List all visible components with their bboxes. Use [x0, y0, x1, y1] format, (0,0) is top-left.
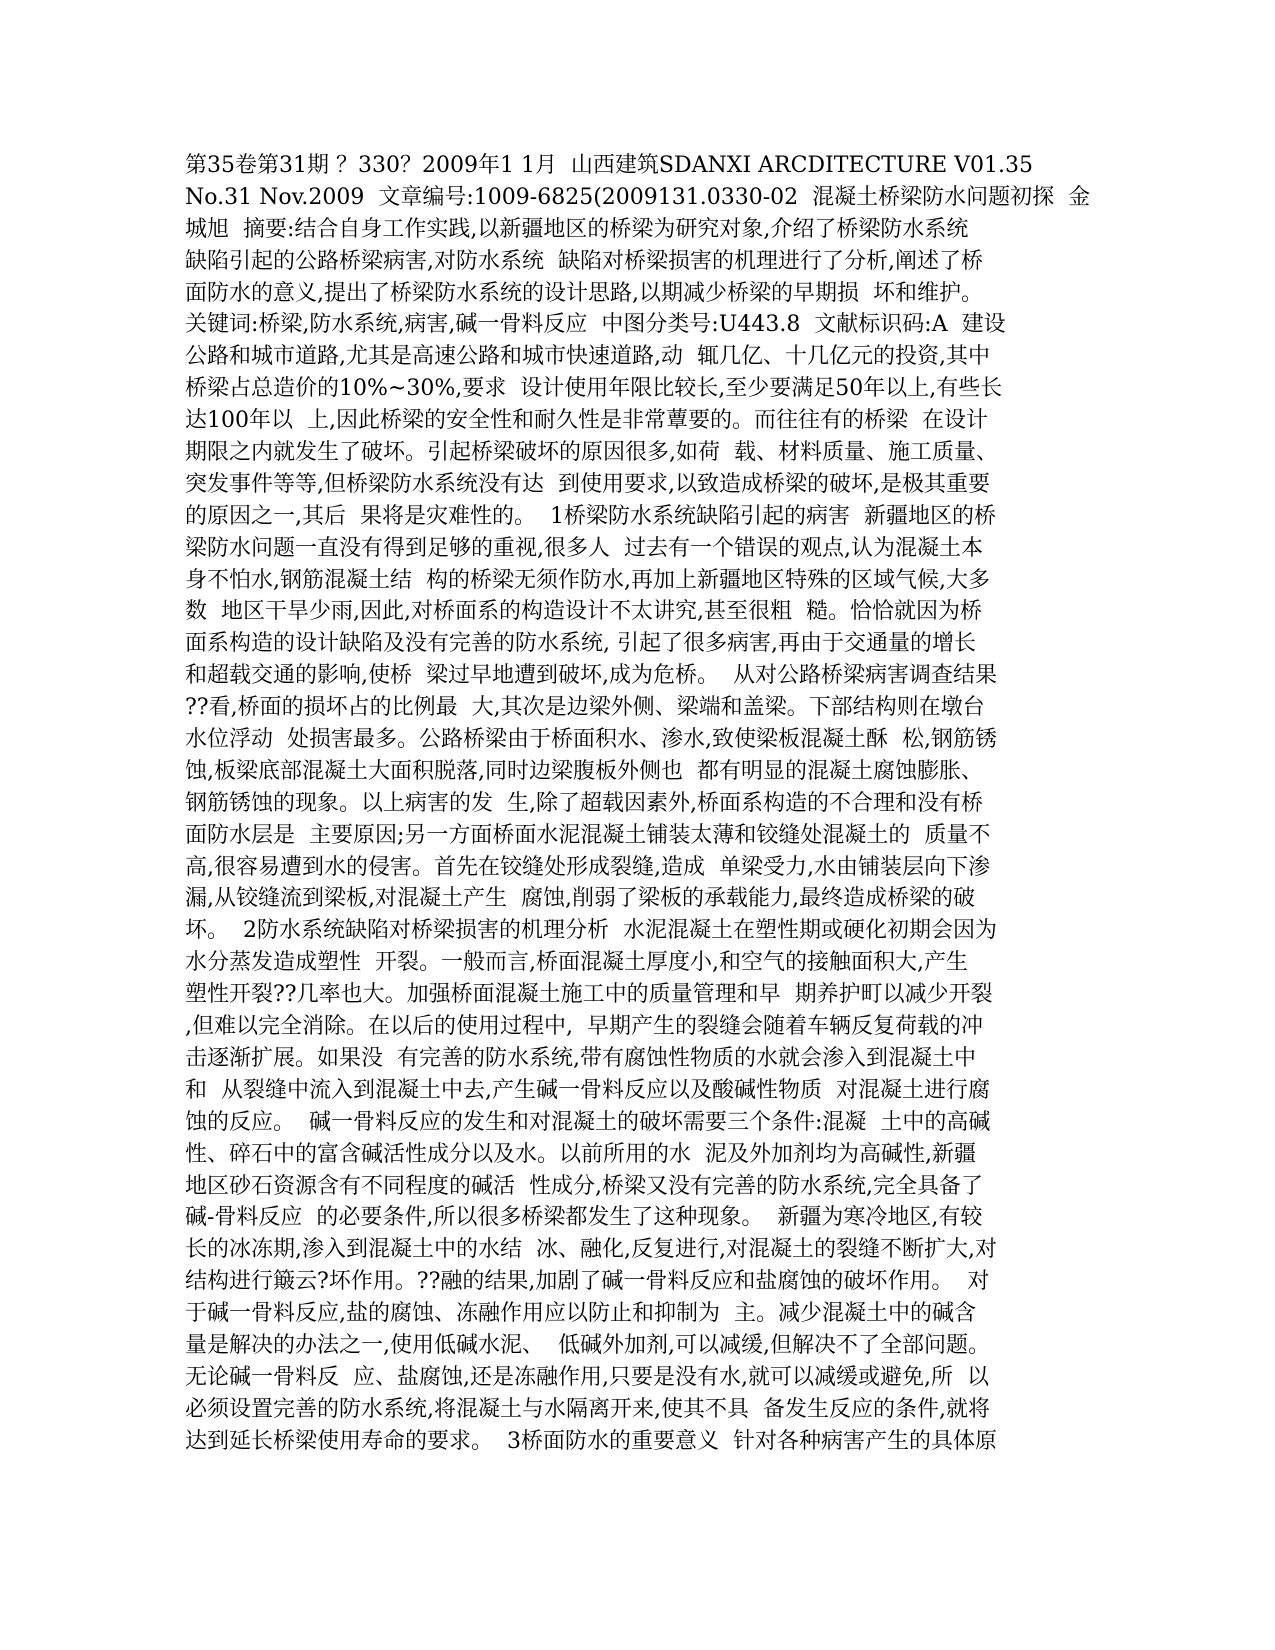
text-line: 结构进行簸云?坏作用。??融的结果,加剧了碱一骨料反应和盐腐蚀的破坏作用。 对 [185, 1269, 990, 1295]
text-line: 性、碎石中的富含碱活性成分以及水。以前所用的水 泥及外加剂均为高碱性,新疆 [185, 1141, 976, 1167]
text-line: ??看,桥面的损坏占的比例最 大,其次是边梁外侧、梁端和盖梁。下部结构则在墩台 [185, 695, 985, 721]
text-line: 量是解决的办法之一,使用低碱水泥、 低碱外加剂,可以减缓,但解决不了全部问题。 [185, 1332, 990, 1358]
text-line: No.31 Nov.2009 文章编号:1009-6825(2009131.0330-02 混凝土桥梁防水问题初探 金 [185, 184, 1091, 210]
text-line: 地区砂石资源含有不同程度的碱活 性成分,桥梁又没有完善的防水系统,完全具备了 [185, 1173, 983, 1199]
text-line: 桥梁占总造价的10%~30%,要求 设计使用年限比较长,至少要满足50年以上,有些长 [185, 376, 1003, 402]
text-line: ,但难以完全消除。在以后的使用过程中, 早期产生的裂缝会随着车辆反复荷载的冲 [185, 1014, 983, 1040]
text-line: 塑性开裂??几率也大。加强桥面混凝土施工中的质量管理和早 期养护町以减少开裂 [185, 982, 993, 1008]
text-line: 必须设置完善的防水系统,将混凝土与水隔离开来,使其不具 备发生反应的条件,就将 [185, 1396, 990, 1422]
text-line: 关键词:桥梁,防水系统,病害,碱一骨料反应 中图分类号:U443.8 文献标识码:A 建设 [185, 312, 1006, 338]
text-line: 第35卷第31期 ？330？2009年1 1月 山西建筑SDANXI ARCDITECTURE V01.35 [185, 153, 1034, 178]
text-line: 蚀的反应。 碱一骨料反应的发生和对混凝土的破坏需要三个条件:混凝 土中的高碱 [185, 1109, 991, 1135]
text-line: 身不怕水,钢筋混凝土结 构的桥梁无须作防水,再加上新疆地区特殊的区域气候,大多 [185, 567, 990, 593]
text-line: 无论碱一骨料反 应、盐腐蚀,还是冻融作用,只要是没有水,就可以减缓或避免,所 以 [185, 1364, 989, 1390]
text-line: 漏,从铰缝流到梁板,对混凝土产生 腐蚀,削弱了梁板的承载能力,最终造成桥梁的破 [185, 886, 975, 912]
text-line: 数 地区干旱少雨,因此,对桥面系的构造设计不太讲究,甚至很粗 糙。恰恰就因为桥 [185, 599, 982, 625]
text-line: 的原因之一,其后 果将是灾难性的。 1桥梁防水系统缺陷引起的病害 新疆地区的桥 [185, 503, 996, 529]
text-line: 缺陷引起的公路桥梁病害,对防水系统 缺陷对桥梁损害的机理进行了分析,阐述了桥 [185, 248, 983, 274]
text-line: 长的冰冻期,渗入到混凝土中的水结 冰、融化,反复进行,对混凝土的裂缝不断扩大,对 [185, 1237, 997, 1263]
text-line: 碱-骨料反应 的必要条件,所以很多桥梁都发生了这种现象。 新疆为寒冷地区,有较 [185, 1205, 983, 1231]
article-body-text [185, 150, 1105, 1458]
text-line: 公路和城市道路,尤其是高速公路和城市快速道路,动 辄几亿、十几亿元的投资,其中 [185, 344, 990, 370]
text-line: 达100年以 上,因此桥梁的安全性和耐久性是非常蕈要的。而往往有的桥梁 在设计 [185, 408, 988, 434]
text-line: 击逐渐扩展。如果没 有完善的防水系统,带有腐蚀性物质的水就会渗入到混凝土中 [185, 1045, 976, 1071]
text-line: 坏。 2防水系统缺陷对桥梁损害的机理分析 水泥混凝土在塑性期或硬化初期会因为 [185, 918, 997, 944]
text-line: 期限之内就发生了破坏。引起桥梁破坏的原因很多,如荷 载、材料质量、施工质量、 [185, 440, 998, 466]
text-line: 达到延长桥梁使用寿命的要求。 3桥面防水的重要意义 针对各种病害产生的具体原 [185, 1428, 997, 1454]
text-line: 面系构造的设计缺陷及没有完善的防水系统, 引起了很多病害,再由于交通量的增长 [185, 631, 976, 657]
text-line: 突发事件等等,但桥梁防水系统没有达 到使用要求,以致造成桥梁的破坏,是极其重要 [185, 471, 990, 497]
text-line: 水分蒸发造成塑性 开裂。一般而言,桥面混凝土厚度小,和空气的接触面积大,产生 [185, 950, 968, 976]
text-line: 面防水的意义,提出了桥梁防水系统的设计思路,以期减少桥梁的早期损 坏和维护。 [185, 280, 983, 306]
text-line: 梁防水问题一直没有得到足够的重视,很多人 过去有一个错误的观点,认为混凝土本 [185, 535, 983, 561]
text-line: 钢筋锈蚀的现象。以上病害的发 生,除了超载因素外,桥面系构造的不合理和没有桥 [185, 790, 983, 816]
text-line: 和 从裂缝中流入到混凝土中去,产生碱一骨料反应以及酸碱性物质 对混凝土进行腐 [185, 1077, 990, 1103]
text-line: 面防水层是 主要原因;另一方面桥面水泥混凝土铺装太薄和铰缝处混凝土的 质量不 [185, 822, 991, 848]
text-line: 水位浮动 处损害最多。公路桥梁由于桥面积水、渗水,致使梁板混凝土酥 松,钢筋锈 [185, 727, 997, 753]
text-line: 和超载交通的影响,使桥 梁过早地遭到破坏,成为危桥。 从对公路桥梁病害调查结果 [185, 663, 997, 689]
text-line: 蚀,板梁底部混凝土大面积脱落,同时边梁腹板外侧也 都有明显的混凝土腐蚀膨胀、 [185, 758, 983, 784]
text-line: 于碱一骨料反应,盐的腐蚀、冻融作用应以防止和抑制为 主。减少混凝土中的碱含 [185, 1301, 976, 1327]
text-line: 高,很容易遭到水的侵害。首先在铰缝处形成裂缝,造成 单梁受力,水由铺装层向下渗 [185, 854, 990, 880]
text-line: 城旭 摘要:结合自身工作实践,以新疆地区的桥梁为研究对象,介绍了桥梁防水系统 [185, 216, 969, 242]
